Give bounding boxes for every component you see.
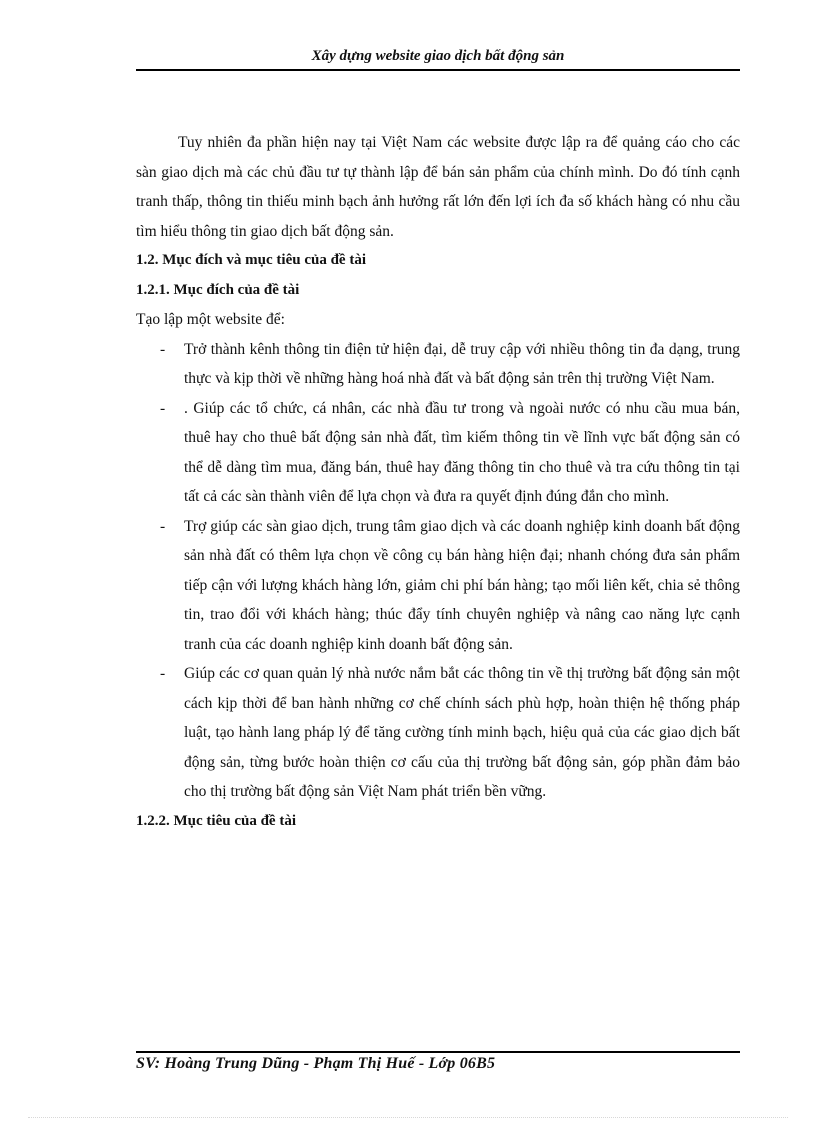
bullet-item bbox=[136, 335, 740, 394]
bullet-item bbox=[136, 659, 740, 807]
bullet-item bbox=[136, 512, 740, 660]
section-heading: 1.2. Mục đích và mục tiêu của đề tài bbox=[136, 252, 366, 268]
intro-paragraph: Tuy nhiên đa phần hiện nay tại Việt Nam các website được lập ra để quảng cáo cho các sàn giao dịch mà các chủ đầu tư tự thành lập để bán sản phẩm của chính mình. Do đó tính cạnh tranh thấp, thông tin thiếu minh bạch ảnh hưởng rất lớn đến lợi ích đa số khách hàng có nhu cầu tìm hiểu thông tin giao dịch bất động sản. bbox=[136, 134, 740, 240]
footer-rule bbox=[136, 1051, 740, 1053]
page-body bbox=[136, 128, 740, 836]
bullet-dash: - bbox=[160, 517, 166, 535]
purpose-bullet-list bbox=[136, 335, 740, 807]
lead-in-text: Tạo lập một website để: bbox=[136, 311, 285, 328]
bullet-text: Trở thành kênh thông tin điện tử hiện đại, dễ truy cập với nhiều thông tin đa dạng, trung thực và kịp thời về những hàng hoá nhà đất và bất động sản trên thị trường Việt Nam. bbox=[184, 340, 740, 387]
bullet-text: Trợ giúp các sàn giao dịch, trung tâm giao dịch và các doanh nghiệp kinh doanh bất động sản nhà đất có thêm lựa chọn về công cụ bán hàng hiện đại; nhanh chóng đưa sản phẩm tiếp cận với lượng khách hàng lớn, giảm chi phí bán hàng; tạo mối liên kết, chia sẻ thông tin, trao đổi với khách hàng; thúc đẩy tính chuyên nghiệp và nâng cao năng lực cạnh tranh của các doanh nghiệp kinh doanh bất động sản. bbox=[184, 517, 740, 653]
subsection-heading-objectives: 1.2.2. Mục tiêu của đề tài bbox=[136, 812, 296, 829]
bullet-dash: - bbox=[160, 399, 166, 417]
bullet-dash: - bbox=[160, 665, 166, 682]
running-header-title: Xây dựng website giao dịch bất động sản bbox=[311, 48, 565, 64]
subsection-heading-purpose: 1.2.1. Mục đích của đề tài bbox=[136, 281, 300, 298]
bullet-text: Giúp các cơ quan quản lý nhà nước nắm bắt các thông tin về thị trường bất động sản một cách kịp thời để ban hành những cơ chế chính sách phù hợp, hoàn thiện hệ thống pháp luật, tạo hành lang pháp lý để tăng cường tính minh bạch, hiệu quả của các giao dịch bất động sản, từng bước hoàn thiện cơ cấu của thị trường bất động sản, góp phần đảm bảo cho thị trường bất động sản Việt Nam phát triển bền vững. bbox=[184, 665, 740, 800]
bullet-text: . Giúp các tổ chức, cá nhân, các nhà đầu tư trong và ngoài nước có nhu cầu mua bán, thuê hay cho thuê bất động sản nhà đất, tìm kiếm thông tin về lĩnh vực bất động sản có thể dễ dàng tìm mua, đăng bán, thuê hay đăng thông tin cho thuê và tra cứu thông tin tại tất cả các sàn thành viên để lựa chọn và đưa ra quyết định đúng đắn cho mình. bbox=[184, 399, 740, 505]
bullet-dash: - bbox=[160, 340, 166, 358]
running-footer-authors: SV: Hoàng Trung Dũng - Phạm Thị Huế - Lớp 06B5 bbox=[136, 1055, 496, 1072]
bullet-item bbox=[136, 394, 740, 512]
page-bottom-dotted-edge bbox=[28, 1117, 788, 1118]
header-rule bbox=[136, 69, 740, 71]
